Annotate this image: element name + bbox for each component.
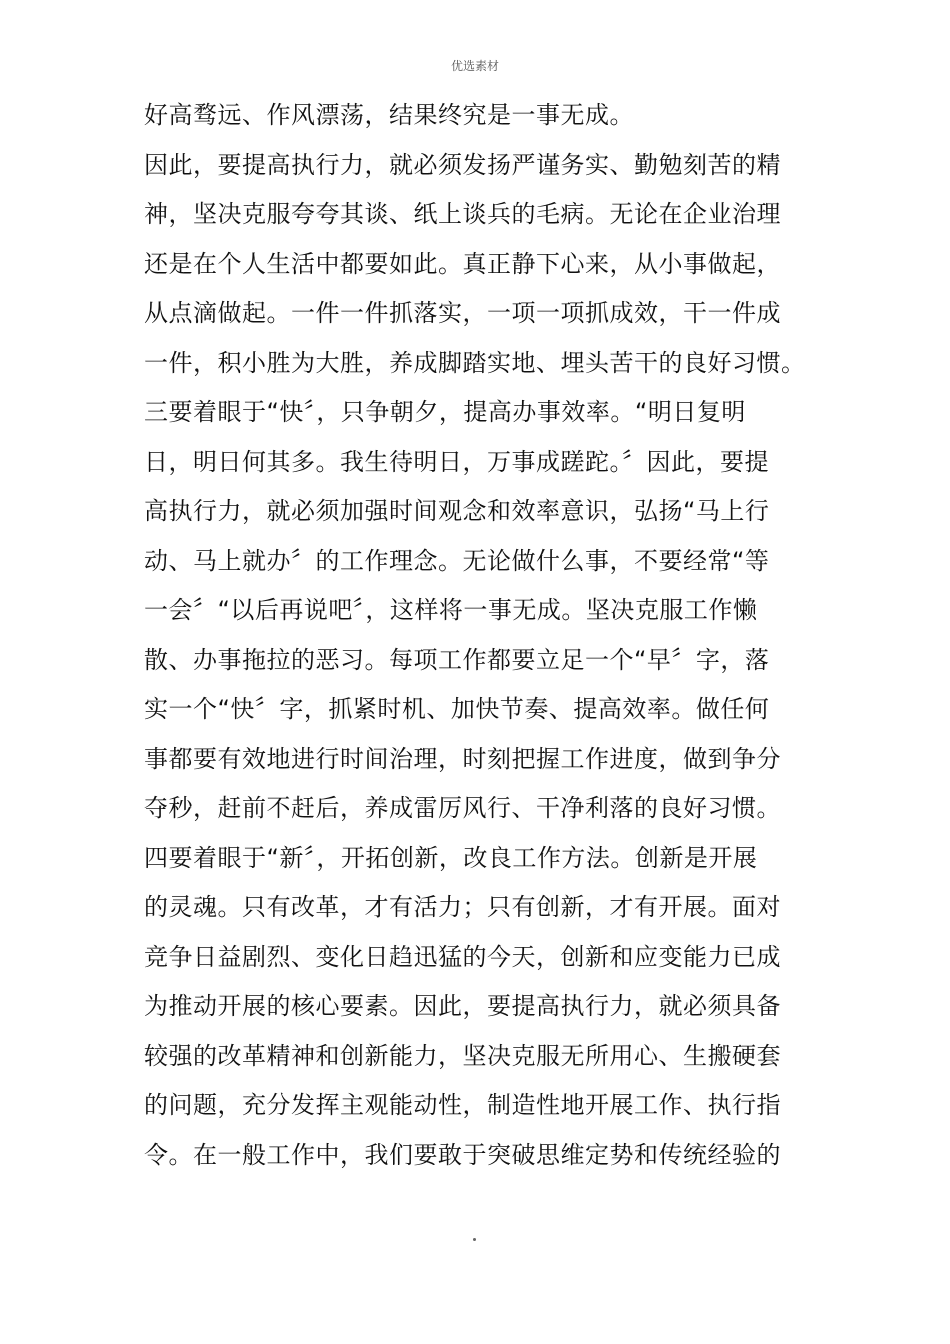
- text-line: 较强的改革精神和创新能力，坚决克服无所用心、生搬硬套: [144, 1041, 781, 1070]
- text-line: 为推动开展的核心要素。因此，要提高执行力，就必须具备: [144, 992, 781, 1020]
- text-line: 一件，积小胜为大胜，养成脚踏实地、埋头苦干的良好习惯。: [144, 348, 806, 377]
- text-line: 一会〞“以后再说吧〞，这样将一事无成。坚决克服工作懒: [144, 596, 758, 624]
- text-line: 竞争日益剧烈、变化日趋迅猛的今天，创新和应变能力已成: [144, 942, 781, 971]
- text-line: 日，明日何其多。我生待明日，万事成蹉跎。〞因此，要提: [144, 447, 769, 476]
- text-line: 事都要有效地进行时间治理，时刻把握工作进度，做到争分: [144, 744, 781, 773]
- document-body: [144, 91, 824, 1180]
- page-header: 优选素材: [450, 59, 499, 73]
- text-line: 神，坚决克服夸夸其谈、纸上谈兵的毛病。无论在企业治理: [144, 200, 781, 228]
- text-line: 高执行力，就必须加强时间观念和效率意识，弘扬“马上行: [144, 497, 770, 525]
- text-line: 动、马上就办〞的工作理念。无论做什么事，不要经常“等: [144, 546, 770, 575]
- text-line: 四要着眼于“新〞，开拓创新，改良工作方法。创新是开展: [144, 843, 758, 872]
- text-line: 散、办事拖拉的恶习。每项工作都要立足一个“早〞字，落: [144, 645, 770, 674]
- text-line: 的灵魂。只有改革，才有活力；只有创新，才有开展。面对: [144, 893, 781, 921]
- text-line: 还是在个人生活中都要如此。真正静下心来，从小事做起，: [144, 249, 781, 278]
- text-line: 的问题，充分发挥主观能动性，制造性地开展工作、执行指: [144, 1091, 781, 1119]
- text-line: 好高骛远、作风漂荡，结果终究是一事无成。: [144, 101, 634, 129]
- footer-mark: [473, 1238, 476, 1241]
- text-line: 夺秒，赶前不赶后，养成雷厉风行、干净利落的良好习惯。: [144, 794, 781, 822]
- text-line: 从点滴做起。一件一件抓落实，一项一项抓成效，干一件成: [144, 299, 781, 327]
- text-line: 三要着眼于“快〞，只争朝夕，提高办事效率。“明日复明: [144, 398, 746, 426]
- text-line: 实一个“快〞字，抓紧时机、加快节奏、提高效率。做任何: [144, 695, 770, 723]
- text-line: 因此，要提高执行力，就必须发扬严谨务实、勤勉刻苦的精: [144, 150, 781, 179]
- text-line: 令。在一般工作中，我们要敢于突破思维定势和传统经验的: [144, 1140, 781, 1169]
